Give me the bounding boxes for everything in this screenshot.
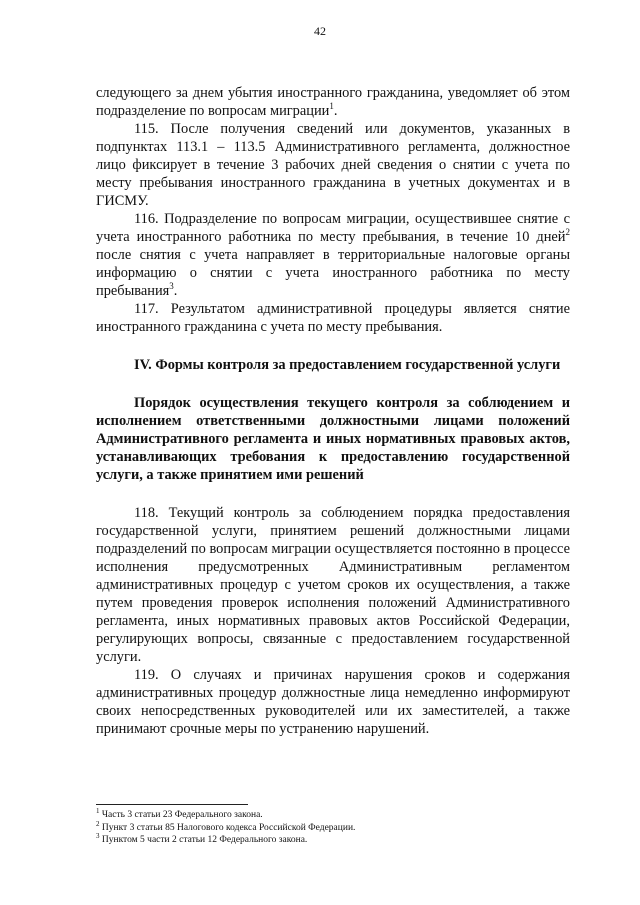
spacer — [96, 484, 570, 504]
paragraph-text: 116. Подразделение по вопросам миграции, осуществившее снятие с учета иностранного работника по месту пребывания, в течение 10 дней — [96, 211, 570, 245]
footnote-2 — [96, 819, 570, 835]
paragraph-117: 117. Результатом административной процедуры является снятие иностранного гражданина с учета по месту пребывания. — [96, 301, 570, 335]
footnote-1 — [96, 806, 570, 822]
footnote-text: Пункт 3 статьи 85 Налогового кодекса Российской Федерации. — [99, 822, 356, 833]
footnotes — [96, 806, 570, 847]
paragraph-text: после снятия с учета направляет в территориальные налоговые органы информацию о снятии с учета иностранного работника по месту пребывания — [96, 247, 570, 299]
footnote-ref: 3 — [169, 281, 174, 292]
paragraph-115: 115. После получения сведений или документов, указанных в подпунктах 113.1 – 113.5 Административного регламента, должностное лицо фиксирует в течение 3 рабочих дней сведения о снятии с учета по месту пребывания иностранного гражданина в учетных документах и в ГИСМУ. — [96, 121, 570, 209]
paragraph-119: 119. О случаях и причинах нарушения сроков и содержания административных процедур должностные лица немедленно информируют своих непосредственных руководителей или их заместителей, а также принимают срочные меры по устранению нарушений. — [96, 667, 570, 737]
punctuation: . — [173, 283, 178, 299]
footnote-text: Часть 3 статьи 23 Федерального закона. — [99, 810, 263, 820]
footnote-number: 1 — [96, 806, 100, 815]
footnote-number: 3 — [96, 831, 100, 840]
footnote-text: Пунктом 5 части 2 статьи 12 Федерального закона. — [99, 835, 308, 845]
footnote-number: 2 — [96, 819, 100, 828]
punctuation: . — [333, 103, 338, 119]
main-text — [96, 84, 570, 738]
footnote-3 — [96, 831, 570, 847]
footnote-divider — [96, 804, 248, 805]
paragraph-116 — [96, 210, 570, 300]
paragraph-continuation — [96, 84, 570, 120]
section-subtitle: Порядок осуществления текущего контроля за соблюдением и исполнением ответственными должностными лицами положений Административного регламента и иных нормативных правовых актов, устанавливающих требования к предоставлению государственной услуги, а также принятием ими решений — [96, 395, 570, 483]
spacer — [96, 374, 570, 394]
spacer — [96, 336, 570, 356]
page-number: 42 — [314, 24, 326, 38]
paragraph-118: 118. Текущий контроль за соблюдением порядка предоставления государственной услуги, принятием решений должностными лицами подразделений по вопросам миграции осуществляется постоянно в процессе исполнения предусмотренных Административным регламентом административных процедур с учетом сроков их осуществления, а также путем проведения проверок исполнения положений Административного регламента, иных нормативных правовых актов Российской Федерации, регулирующих вопросы, связанные с предоставлением государственной услуги. — [96, 505, 570, 665]
paragraph-text: следующего за днем убытия иностранного гражданина, уведомляет об этом подразделение по вопросам миграции — [96, 85, 570, 119]
footnote-ref: 2 — [565, 227, 570, 238]
footnote-ref: 1 — [329, 101, 334, 112]
section-title: IV. Формы контроля за предоставлением государственной услуги — [134, 357, 561, 373]
